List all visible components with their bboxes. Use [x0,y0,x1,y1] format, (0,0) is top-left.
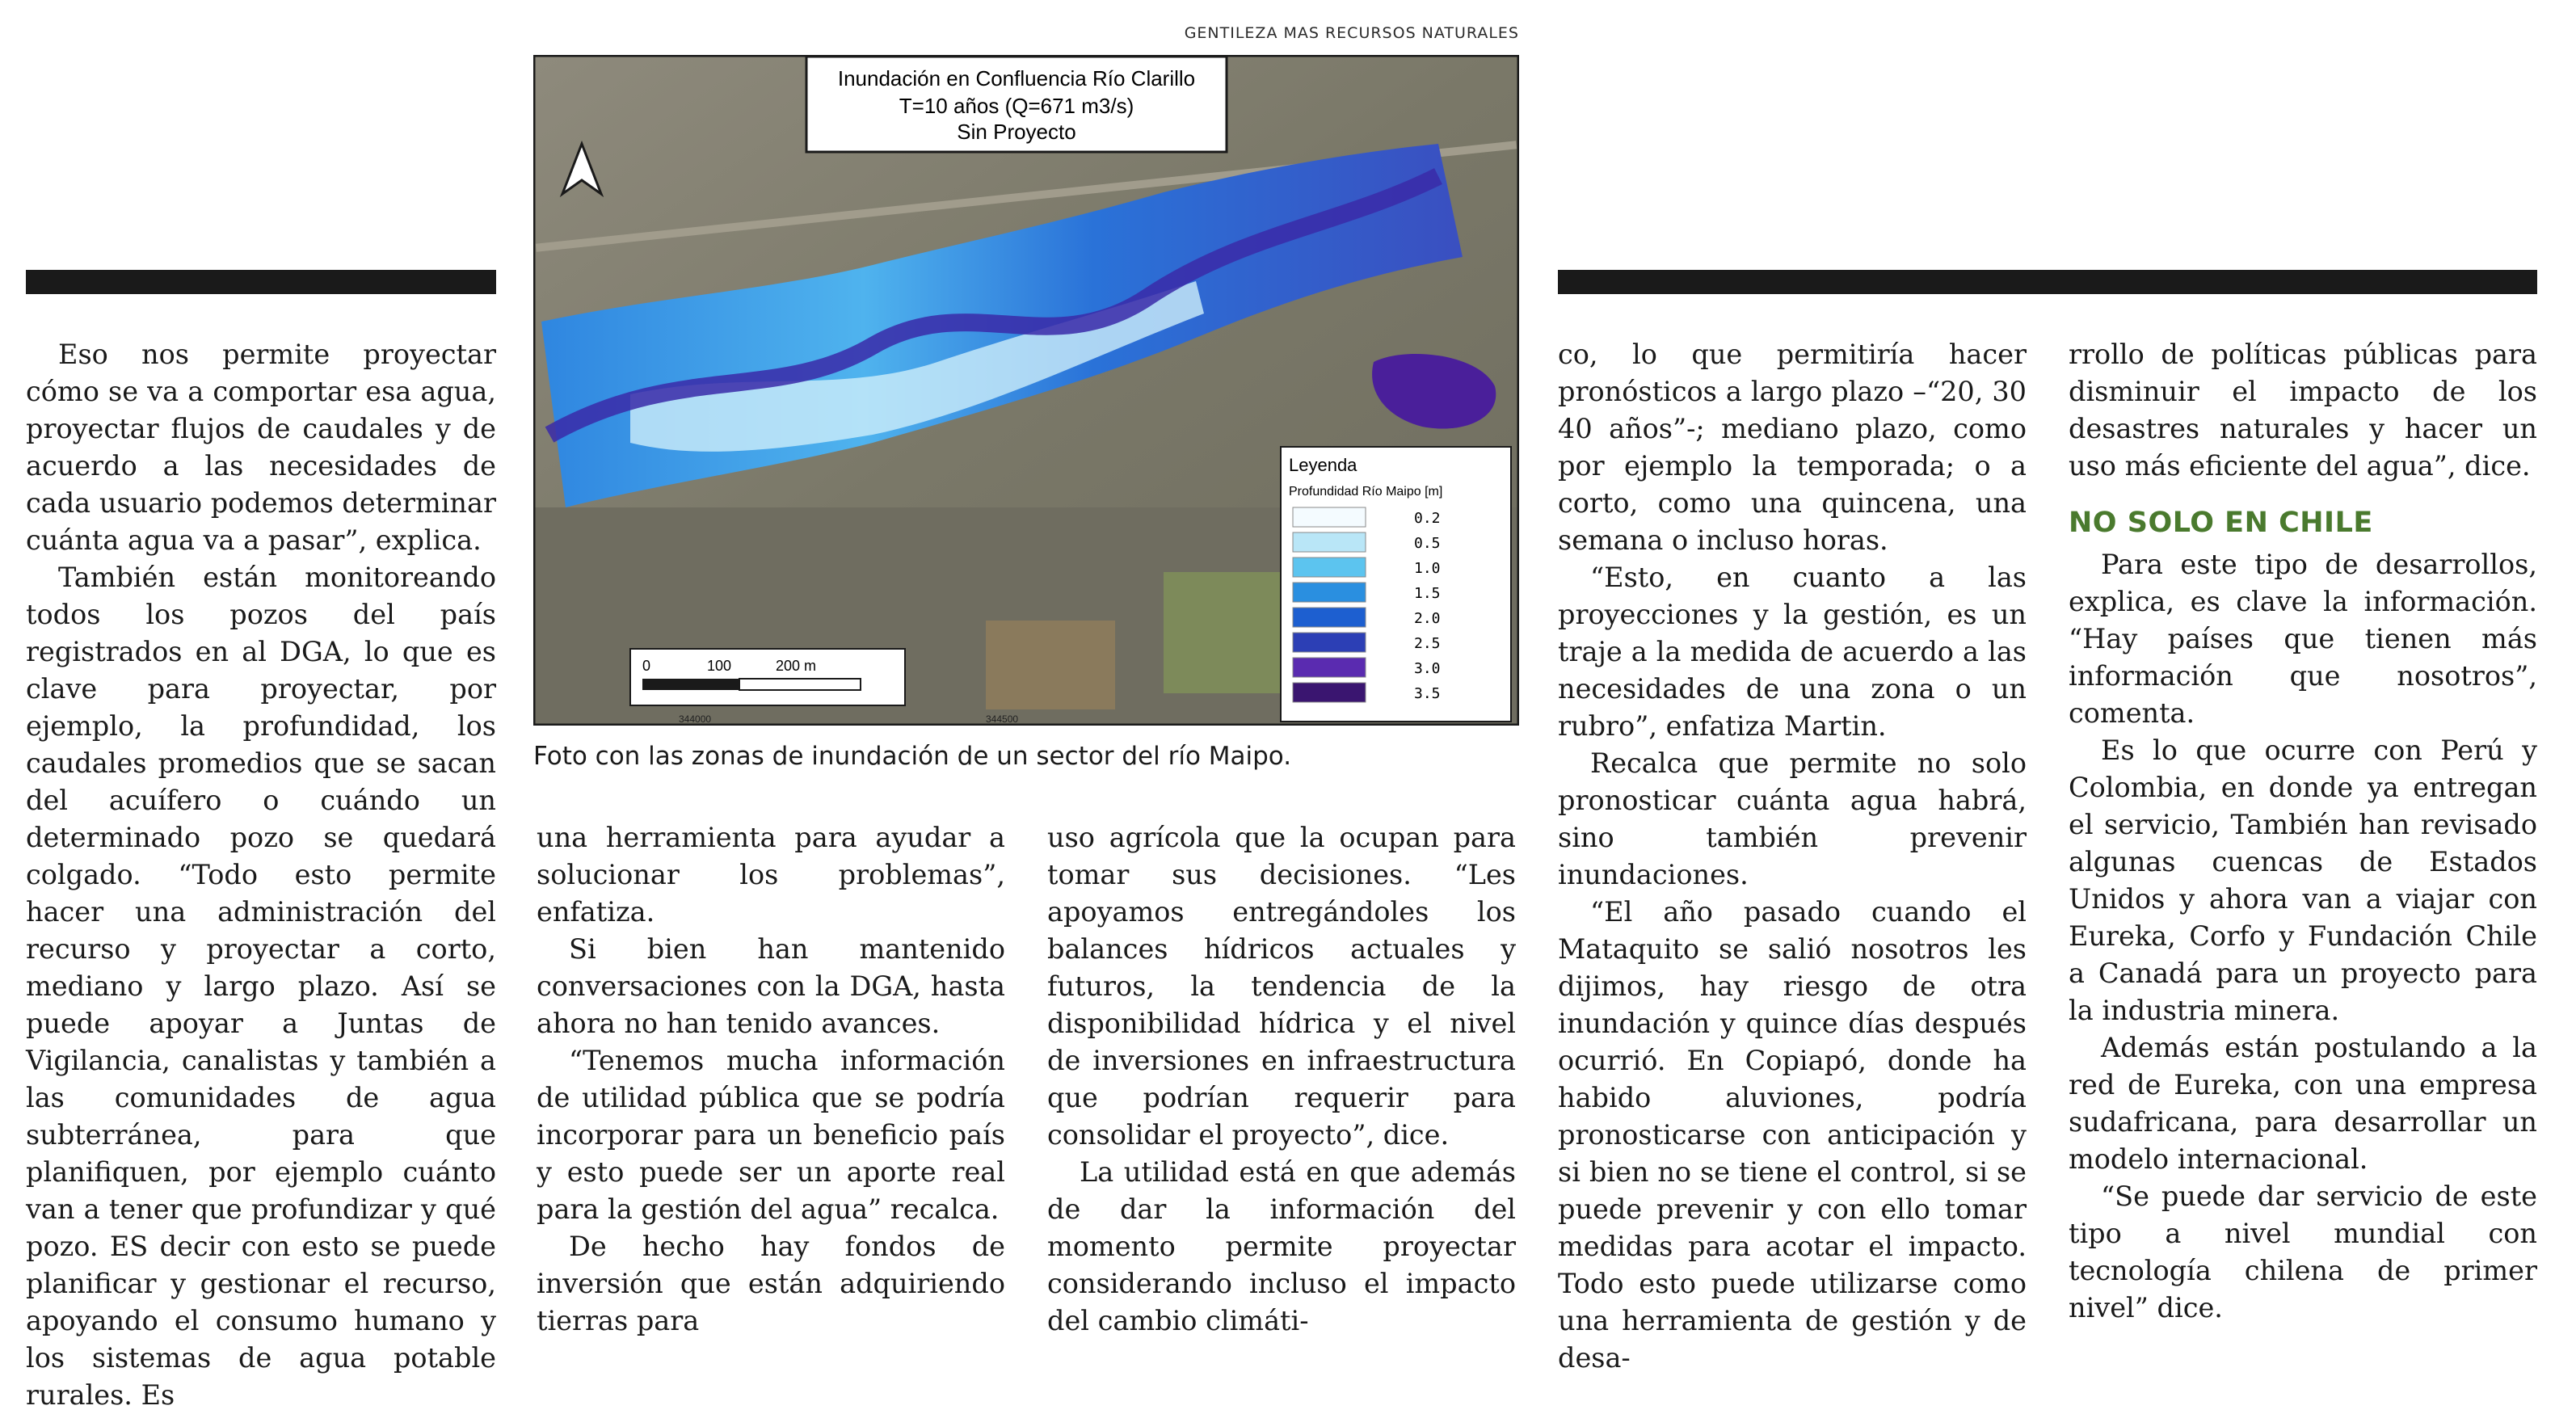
legend-swatch [1293,633,1366,652]
map-title-line: T=10 años (Q=671 m3/s) [899,94,1134,118]
paragraph: “Esto, en cuanto a las proyecciones y la gestión, es un traje a la medida de acuerdo a las necesidades de una zona o un rubro”, enfatiza Martin. [1558,562,2027,742]
scale-label: 100 [707,658,732,674]
legend-swatch [1293,658,1366,677]
paragraph: “Se puede dar servicio de este tipo a nivel mundial con tecnología chilena de primer nivel” dice. [2069,1180,2537,1324]
map-title-line: Inundación en Confluencia Río Clarillo [837,66,1196,90]
legend-swatch [1293,583,1366,602]
legend-swatch [1293,532,1366,552]
column-3 [1047,819,1516,1340]
legend-swatch [1293,558,1366,577]
legend-value: 0.2 [1414,510,1441,527]
coordinate-label: 344000 [679,713,712,725]
legend-title: Leyenda [1289,455,1357,475]
coordinate-label: 344500 [986,713,1019,725]
column-5 [2069,336,2537,1327]
field-patch [986,621,1115,709]
column-1 [26,336,496,1414]
paragraph: co, lo que permitiría hacer pronósticos a largo plazo –“20, 30 40 años”-; mediano plazo, como por ejemplo la temporada; o a corto, como una quincena, una semana o incluso horas. [1558,339,2027,556]
scale-bar [739,679,861,690]
paragraph: De hecho hay fondos de inversión que están adquiriendo tierras para [537,1231,1005,1336]
section-heading: NO SOLO EN CHILE [2069,507,2373,539]
scale-label: 0 [642,658,651,674]
legend-value: 3.5 [1414,685,1441,702]
paragraph: Recalca que permite no solo pronosticar cuánta agua habrá, sino también prevenir inundaciones. [1558,747,2027,890]
paragraph: La utilidad está en que además de dar la información del momento permite proyectar considerando incluso el impacto del cambio climáti- [1047,1156,1516,1336]
paragraph: También están monitoreando todos los pozos del país registrados en al DGA, lo que es clave para proyectar, por ejemplo, la profundidad, los caudales promedios que se sacan del acuífero o cuándo un determinado pozo se quedará colgado. “Todo esto permite hacer una administración del recurso y proyectar a corto, mediano y largo plazo. Así se puede apoyar a Juntas de Vigilancia, canalistas y también a las comunidades de agua subterránea, para que planifiquen, por ejemplo cuánto van a tener que profundizar y qué pozo. ES decir con esto se puede planificar y gestionar el recurso, apoyando el consumo humano y los sistemas de agua potable rurales. Es [26,562,496,1411]
paragraph: Es lo que ocurre con Perú y Colombia, en donde ya entregan el servicio, También han revisado algunas cuencas de Estados Unidos y ahora van a viajar con Eureka, Corfo y Fundación Chile a Canadá para un proyecto para la industria minera. [2069,734,2537,1026]
section-bar-left [26,270,496,294]
scale-bar [642,679,739,690]
legend-swatch [1293,608,1366,627]
flood-map-figure [533,55,1519,726]
section-bar-right [1558,270,2537,294]
map-title-line: Sin Proyecto [957,120,1076,144]
paragraph: “El año pasado cuando el Mataquito se salió nosotros les dijimos, hay riesgo de otra inundación y quince días después ocurrió. En Copiapó, donde ha habido aluviones, podría pronosticarse con anticipación y si bien no se tiene el control, si se puede prevenir y con ello tomar medidas para acotar el impacto. Todo esto puede utilizarse como una herramienta de gestión y de desa- [1558,896,2027,1374]
paragraph: rrollo de políticas públicas para disminuir el impacto de los desastres naturales y hacer un uso más eficiente del agua”, dice. [2069,339,2537,482]
paragraph: Eso nos permite proyectar cómo se va a comportar esa agua, proyectar flujos de caudales y de acuerdo a las necesidades de cada usuario podemos determinar cuánta agua va a pasar”, explica. [26,339,496,556]
legend-value: 2.5 [1414,635,1441,652]
photo-credit: GENTILEZA MAS RECURSOS NATURALES [1184,24,1519,42]
legend-swatch [1293,507,1366,527]
scale-label: 200 m [776,658,817,674]
column-4 [1558,336,2027,1377]
scale-bar-box [630,649,905,705]
legend-value: 2.0 [1414,610,1441,627]
paragraph: una herramienta para ayudar a solucionar los problemas”, enfatiza. [537,822,1005,928]
legend-value: 0.5 [1414,535,1441,552]
photo-caption: Foto con las zonas de inundación de un sector del río Maipo. [533,742,1292,771]
legend-value: 3.0 [1414,660,1441,677]
paragraph: uso agrícola que la ocupan para tomar sus decisiones. “Les apoyamos entregándoles los balances hídricos actuales y futuros, la tendencia de la disponibilidad hídrica y el nivel de inversiones en infraestructura que podrían requerir para consolidar el proyecto”, dice. [1047,822,1516,1151]
legend-value: 1.0 [1414,560,1441,577]
paragraph: Para este tipo de desarrollos, explica, es clave la información. “Hay países que tienen más información que nosotros”, comenta. [2069,549,2537,729]
legend-swatch [1293,683,1366,702]
legend-value: 1.5 [1414,585,1441,602]
paragraph: Además están postulando a la red de Eureka, con una empresa sudafricana, para desarrollar un modelo internacional. [2069,1032,2537,1175]
column-2 [537,819,1005,1340]
paragraph: Si bien han mantenido conversaciones con la DGA, hasta ahora no han tenido avances. [537,933,1005,1039]
paragraph: “Tenemos mucha información de utilidad pública que se podría incorporar para un beneficio país y esto puede ser un aporte real para la gestión del agua” recalca. [537,1045,1005,1225]
legend-subtitle: Profundidad Río Maipo [m] [1289,485,1443,499]
